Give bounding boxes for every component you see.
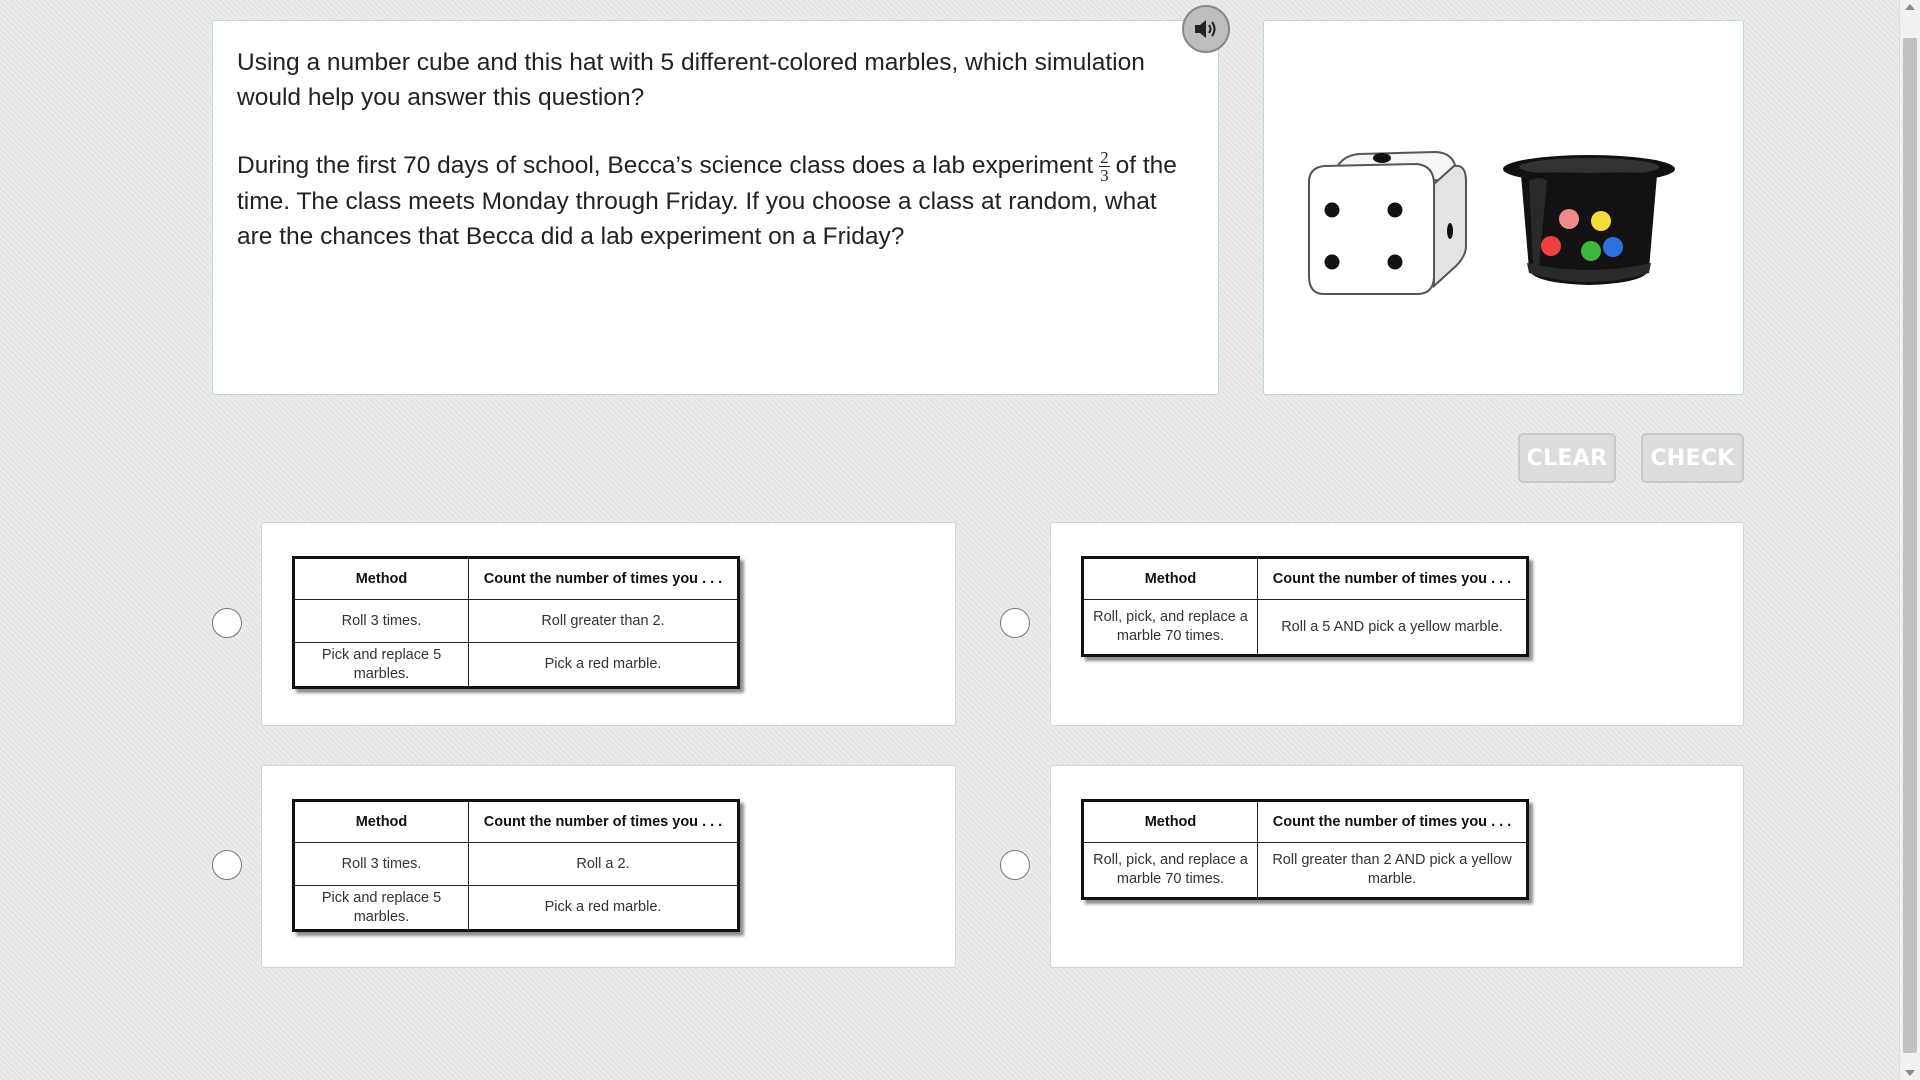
header-method: Method [294, 801, 469, 843]
answer-choice-3[interactable] [261, 765, 956, 968]
table-row [294, 600, 739, 643]
image-panel [1263, 20, 1744, 395]
clear-button[interactable]: CLEAR [1518, 433, 1616, 483]
method-cell: Pick and replace 5 marbles. [294, 886, 469, 931]
scenario-text-before: During the first 70 days of school, Becca’s science class does a lab experiment [237, 152, 1094, 179]
scroll-up-arrow-icon[interactable] [1905, 4, 1915, 10]
marble-green [1581, 241, 1601, 261]
header-method: Method [1083, 801, 1258, 843]
count-cell: Roll a 2. [469, 843, 739, 886]
count-cell: Roll a 5 AND pick a yellow marble. [1258, 600, 1528, 656]
count-cell: Pick a red marble. [469, 643, 739, 688]
speaker-icon [1193, 17, 1219, 41]
method-cell: Roll 3 times. [294, 600, 469, 643]
scrollbar-thumb[interactable] [1903, 38, 1917, 1053]
table-header-row [1083, 558, 1528, 600]
radio-choice-2[interactable] [1000, 608, 1030, 638]
check-button[interactable]: CHECK [1641, 433, 1744, 483]
header-count: Count the number of times you . . . [469, 558, 739, 600]
marble-yellow [1591, 211, 1611, 231]
fraction-numerator: 2 [1100, 148, 1109, 168]
question-panel [212, 20, 1219, 395]
choice-2-table [1081, 556, 1529, 657]
method-cell: Roll 3 times. [294, 843, 469, 886]
method-cell: Roll, pick, and replace a marble 70 times. [1083, 843, 1258, 899]
answer-choice-2[interactable] [1050, 522, 1744, 726]
vertical-scrollbar[interactable] [1899, 0, 1920, 1080]
count-cell: Pick a red marble. [469, 886, 739, 931]
number-cube-icon [1304, 136, 1474, 306]
method-cell: Pick and replace 5 marbles. [294, 643, 469, 688]
table-row [1083, 600, 1528, 656]
answer-choice-4[interactable] [1050, 765, 1744, 968]
header-count: Count the number of times you . . . [469, 801, 739, 843]
question-prompt: Using a number cube and this hat with 5 different-colored marbles, which simulation would help you answer this question? [237, 49, 1145, 111]
table-header-row [1083, 801, 1528, 843]
top-hat-with-marbles-icon [1499, 151, 1679, 301]
choice-3-table [292, 799, 740, 932]
scroll-down-arrow-icon[interactable] [1905, 1070, 1915, 1076]
table-row [1083, 843, 1528, 899]
choice-4-table [1081, 799, 1529, 900]
header-method: Method [294, 558, 469, 600]
radio-choice-1[interactable] [212, 608, 242, 638]
table-row [294, 843, 739, 886]
marble-pink [1559, 209, 1579, 229]
table-row [294, 643, 739, 688]
audio-button[interactable] [1182, 5, 1230, 53]
header-method: Method [1083, 558, 1258, 600]
header-count: Count the number of times you . . . [1258, 801, 1528, 843]
count-cell: Roll greater than 2. [469, 600, 739, 643]
marble-red [1541, 236, 1561, 256]
table-row [294, 886, 739, 931]
scenario-text-after: of the time. The class meets Monday through Friday. If you choose a class at random, what are the chances that Becca did a lab experiment on a Friday? [237, 152, 1177, 251]
answer-choice-1[interactable] [261, 522, 956, 726]
header-count: Count the number of times you . . . [1258, 558, 1528, 600]
count-cell: Roll greater than 2 AND pick a yellow marble. [1258, 843, 1528, 899]
method-cell: Roll, pick, and replace a marble 70 times. [1083, 600, 1258, 656]
table-header-row [294, 801, 739, 843]
radio-choice-3[interactable] [212, 850, 242, 880]
fraction-denominator: 3 [1100, 166, 1109, 186]
fraction-two-thirds [1099, 149, 1110, 184]
marble-blue [1603, 237, 1623, 257]
choice-1-table [292, 556, 740, 689]
question-scenario [237, 148, 1194, 254]
radio-choice-4[interactable] [1000, 850, 1030, 880]
table-header-row [294, 558, 739, 600]
